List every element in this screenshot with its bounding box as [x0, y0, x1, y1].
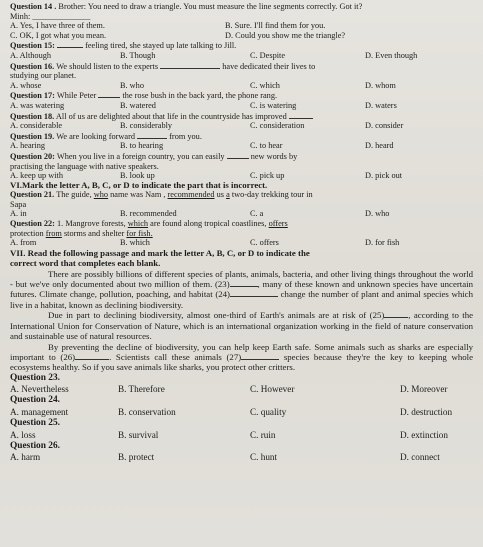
option-d[interactable]: D. Moreover [400, 384, 448, 395]
option-b[interactable]: B. which [120, 238, 150, 248]
option-a[interactable]: A. Yes, I have three of them. [10, 21, 105, 31]
question-20 [10, 151, 473, 181]
question-15-title: Question 15: [10, 41, 55, 51]
option-a[interactable]: A. management [10, 406, 69, 417]
option-c[interactable]: C. quality [250, 406, 287, 417]
option-d[interactable]: D. waters [365, 100, 397, 110]
underlined-part: recommended [167, 190, 215, 200]
text-segment: The guide, [56, 190, 92, 200]
answer-blank[interactable] [137, 131, 167, 139]
option-b[interactable]: B. Therefore [118, 384, 165, 395]
question-19-text: We are looking forward [56, 131, 136, 141]
section-7-heading: VII. Read the following passage and mark the letter A, B, C, or D to indicate the [10, 247, 310, 258]
passage [10, 269, 473, 373]
option-c[interactable]: C. pick up [250, 171, 285, 181]
option-a[interactable]: A. harm [10, 452, 41, 463]
text-segment: us [216, 190, 224, 200]
question-20-text-end: practising the language with native speakers. [10, 161, 159, 171]
option-a[interactable]: A. from [10, 238, 37, 248]
passage-text: By preventing the decline of biodiversity, you can help keep Earth safe. Some animals such as sharks are especially important to (26) [10, 341, 473, 362]
option-d[interactable]: D. Even though [365, 50, 418, 60]
option-a[interactable]: A. loss [10, 429, 36, 440]
blank-number: (23) [214, 279, 230, 290]
option-b[interactable]: B. considerably [120, 121, 173, 131]
question-19-text-cont: from you. [169, 131, 202, 141]
passage-text: There are possibly billions of different species of plants, animals, bacteria, and other living things throughout the world - but we've only documented about two million of them. [10, 268, 473, 290]
question-22 [10, 219, 473, 248]
answer-blank[interactable] [241, 352, 279, 360]
blank-number: (25) [369, 310, 385, 321]
text-segment: name was Nam , [110, 190, 166, 200]
question-17-text-cont: the rose bush in the back yard, the phone rang. [122, 91, 278, 101]
question-22-title: Question 22: [10, 219, 55, 229]
passage-paragraph-1 [10, 269, 473, 311]
question-18-title: Question 18. [10, 111, 55, 121]
answer-blank[interactable] [75, 352, 109, 360]
question-16-text-cont: have dedicated their lives to [222, 61, 316, 71]
option-b[interactable]: B. to hearing [120, 141, 164, 151]
underlined-part: for fish. [126, 228, 153, 238]
section-7 [10, 248, 473, 373]
answer-blank[interactable] [230, 289, 278, 297]
question-18 [10, 111, 473, 131]
text-segment: are found along tropical coastlines, [150, 219, 267, 229]
option-b[interactable]: B. conservation [118, 406, 176, 417]
passage-questions [10, 373, 473, 464]
section-7-heading-cont: correct word that completes each blank. [10, 258, 161, 269]
option-a[interactable]: A. hearing [10, 141, 46, 151]
option-a[interactable]: A. Although [10, 50, 52, 60]
question-15-text: feeling tired, she stayed up late talking to Jill. [85, 41, 237, 51]
option-a[interactable]: A. considerable [10, 121, 63, 131]
answer-blank[interactable] [98, 90, 120, 98]
question-17 [10, 90, 473, 110]
answer-blank[interactable] [57, 40, 83, 48]
option-c[interactable]: C. to hear [250, 141, 283, 151]
question-21-title: Question 21. [10, 190, 55, 200]
question-24-title: Question 24. [10, 395, 61, 406]
option-c[interactable]: C. consideration [250, 121, 305, 131]
option-d[interactable]: D. pick out [365, 171, 403, 181]
passage-text: Due in part to declining biodiversity, almost one-third of Earth's animals are at risk of [48, 310, 367, 321]
underlined-part: a [226, 190, 230, 200]
question-25-title: Question 25. [10, 418, 61, 429]
underlined-part: offers [268, 219, 288, 229]
question-16-text-end: studying our planet. [10, 71, 77, 81]
option-b[interactable]: B. who [120, 80, 144, 90]
option-a[interactable]: A. was watering [10, 100, 65, 110]
option-a[interactable]: A. keep up with [10, 171, 63, 181]
option-b[interactable]: B. look up [120, 171, 155, 181]
option-d[interactable]: D. whom [365, 80, 396, 90]
passage-text: species because they're the key to keeping whole ecosystems healthy. So if you save animals like sharks, you protect other critters. [10, 351, 474, 373]
option-b[interactable]: B. recommended [120, 209, 177, 219]
passage-paragraph-2 [10, 310, 473, 341]
question-20-text-cont: new words by [250, 151, 298, 161]
option-c[interactable]: C. is watering [250, 100, 297, 110]
option-b[interactable]: B. Sure. I'll find them for you. [225, 21, 326, 31]
option-d[interactable]: D. heard [365, 141, 394, 151]
underlined-part: who [93, 190, 109, 200]
answer-blank[interactable] [289, 111, 313, 119]
passage-text: . Scientists call these animals (27) [109, 351, 242, 362]
text-segment: Sapa [10, 199, 27, 209]
passage-paragraph-3 [10, 342, 473, 373]
question-23-title: Question 23. [10, 372, 61, 383]
question-19-title: Question 19. [10, 131, 55, 141]
option-d[interactable]: D. extinction [400, 429, 448, 440]
text-segment: two-day trekking tour in [231, 190, 313, 200]
option-a[interactable]: A. in [10, 209, 27, 219]
underlined-part: which [127, 219, 149, 229]
question-14-text: Brother: You need to draw a triangle. You must measure the line segments correctly. Got it? [58, 2, 363, 11]
question-21 [10, 190, 473, 219]
question-17-title: Question 17: [10, 91, 55, 101]
option-a[interactable]: A. whose [10, 80, 42, 90]
option-d[interactable]: D. who [365, 209, 390, 219]
passage-text: , according to the International Union for Conservation of Nature, which is an international organization working in the field of nature conservation and sustainable use of natural resources. [10, 310, 473, 342]
question-26-title: Question 26. [10, 440, 61, 451]
question-18-text: All of us are delighted about that life in the countryside has improved [55, 111, 287, 121]
question-16-text: We should listen to the experts [56, 61, 159, 71]
text-segment: protection [10, 228, 44, 238]
question-15 [10, 40, 473, 60]
question-20-title: Question 20: [10, 151, 55, 161]
option-a[interactable]: A. Nevertheless [10, 384, 69, 395]
text-segment: 1. Mangrove forests, [57, 219, 126, 229]
option-d[interactable]: D. destruction [400, 406, 453, 417]
option-d[interactable]: D. for fish [365, 238, 400, 248]
option-b[interactable]: B. survival [118, 429, 159, 440]
option-c[interactable]: C. Despite [250, 50, 286, 60]
option-b[interactable]: B. protect [118, 452, 155, 463]
option-d[interactable]: D. connect [400, 452, 440, 463]
option-c[interactable]: C. hunt [250, 452, 278, 463]
question-14 [10, 2, 473, 40]
answer-blank[interactable] [230, 279, 258, 287]
answer-blank[interactable] [384, 310, 408, 318]
option-c[interactable]: C. OK, I got what you mean. [10, 30, 107, 40]
option-d[interactable]: D. Could you show me the triangle? [225, 30, 346, 40]
question-17-text: While Peter [56, 91, 97, 101]
passage-text: change the number of plant and animal species which live in a habitat, known as declining biodiversity. [10, 289, 473, 310]
option-c[interactable]: C. offers [250, 238, 279, 248]
question-16-title: Question 16. [10, 61, 55, 71]
option-c[interactable]: C. a [250, 209, 264, 219]
passage-text: , many of these known and unknown species have uncertain futures. Climate change, pollution, poaching, and habitat (24) [10, 279, 473, 300]
option-c[interactable]: C. ruin [250, 429, 276, 440]
option-b[interactable]: B. Though [120, 50, 156, 60]
question-19 [10, 131, 473, 151]
option-d[interactable]: D. consider [365, 121, 404, 131]
underlined-part: from [45, 228, 62, 238]
question-14-title: Question 14 . [10, 2, 57, 11]
answer-blank[interactable] [227, 151, 249, 159]
option-c[interactable]: C. which [250, 80, 280, 90]
section-6-heading: VI.Mark the letter A, B, C, or D to indicate the part that is incorrect. [10, 179, 268, 190]
question-20-text: When you live in a foreign country, you can easily [56, 151, 225, 161]
question-14-speaker: Minh: ______________ [10, 11, 91, 21]
answer-blank[interactable] [160, 61, 220, 69]
question-16 [10, 61, 473, 91]
text-segment: storms and shelter [63, 228, 125, 238]
option-b[interactable]: B. watered [120, 100, 156, 110]
option-c[interactable]: C. However [250, 384, 295, 395]
